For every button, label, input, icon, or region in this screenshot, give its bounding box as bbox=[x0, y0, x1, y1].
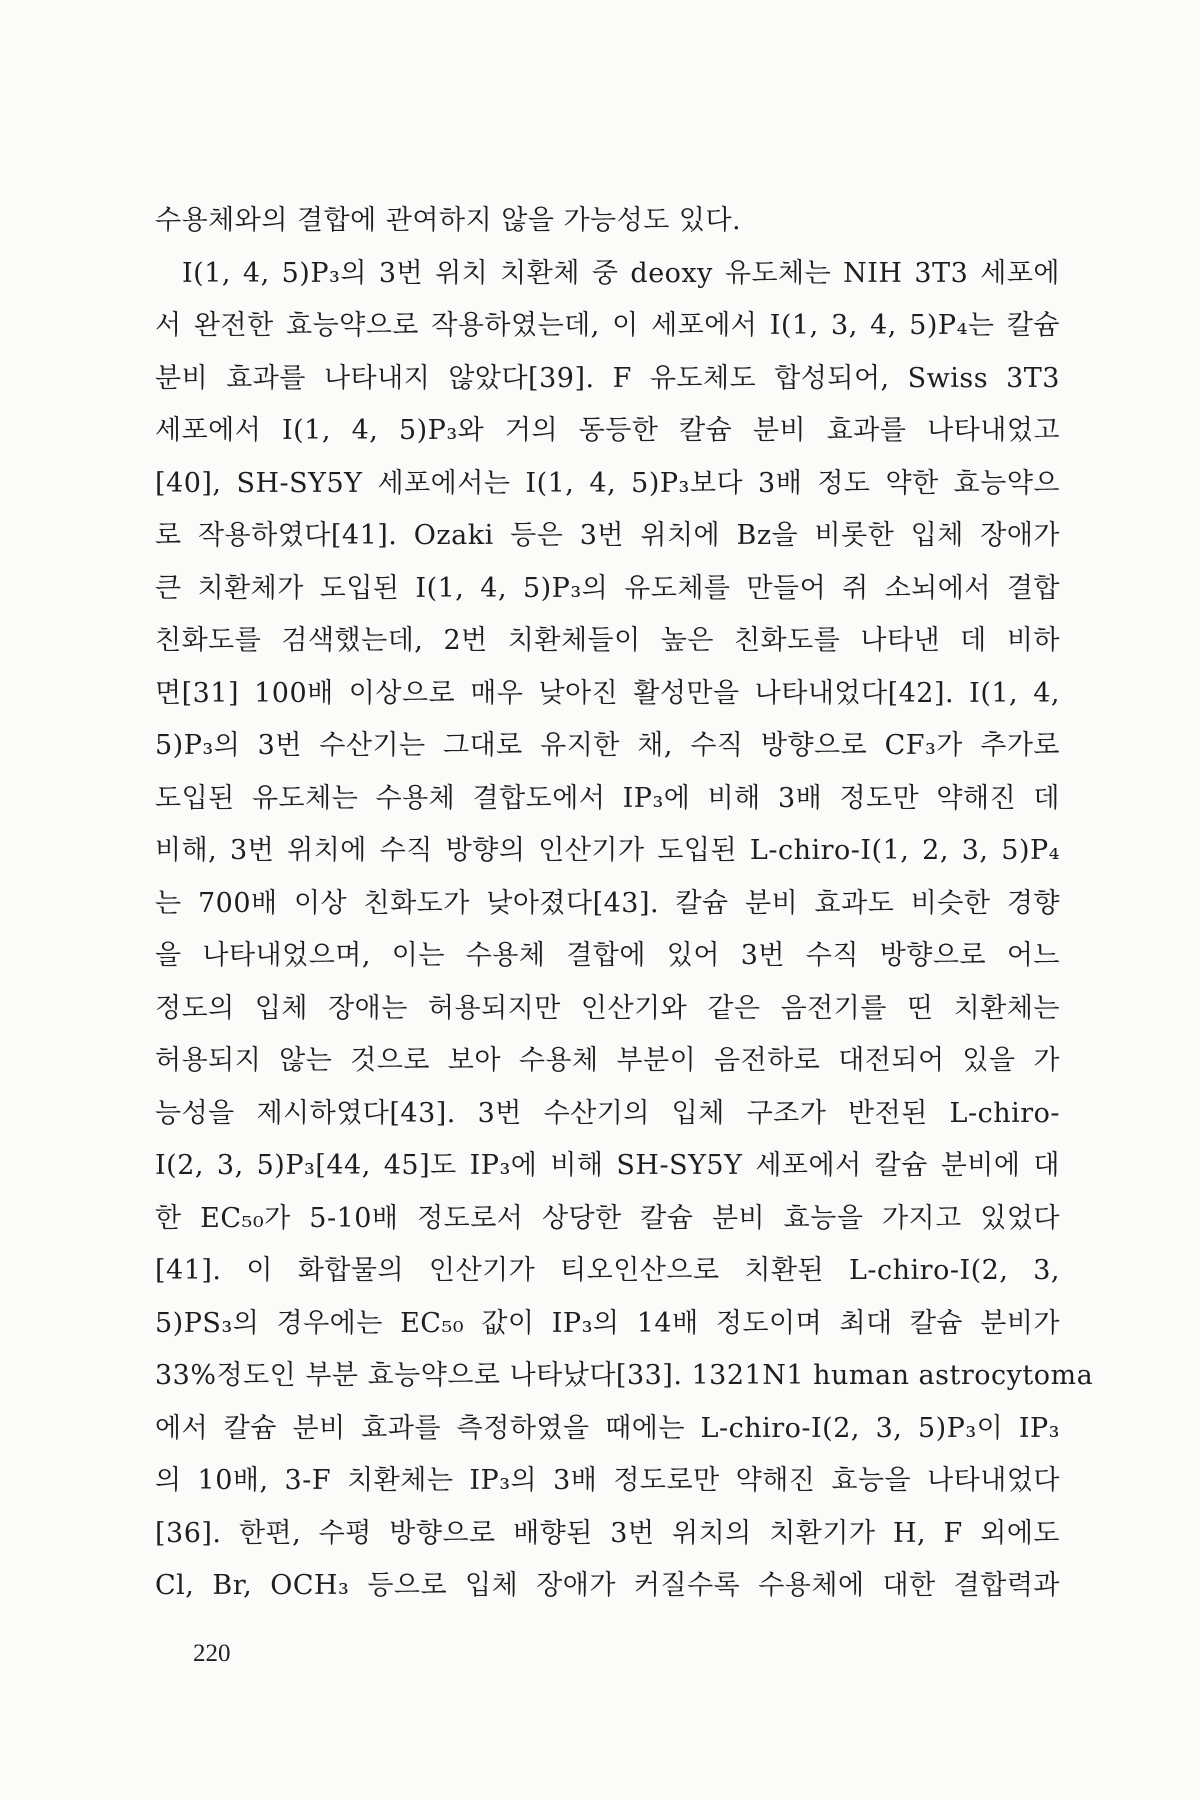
text-line: 수용체와의 결합에 관여하지 않을 가능성도 있다. bbox=[155, 205, 742, 236]
text-line: 비해, 3번 위치에 수직 방향의 인산기가 도입된 L-chiro-I(1, 2, 3, 5)P₄ bbox=[155, 835, 1060, 866]
text-line: 5)PS₃의 경우에는 EC₅₀ 값이 IP₃의 14배 정도이며 최대 칼슘 분비가 bbox=[155, 1307, 1060, 1339]
text-line: [40], SH-SY5Y 세포에서는 I(1, 4, 5)P₃보다 3배 정도 약한 효능약으 bbox=[155, 467, 1060, 499]
text-line: 한 EC₅₀가 5-10배 정도로서 상당한 칼슘 분비 효능을 가지고 있었다 bbox=[155, 1202, 1060, 1234]
body-text bbox=[155, 195, 1094, 1613]
text-line: 을 나타내었으며, 이는 수용체 결합에 있어 3번 수직 방향으로 어느 bbox=[155, 940, 1060, 971]
text-line: [41]. 이 화합물의 인산기가 티오인산으로 치환된 L-chiro-I(2, 3, bbox=[155, 1255, 1060, 1286]
text-line: I(2, 3, 5)P₃[44, 45]도 IP₃에 비해 SH-SY5Y 세포에서 칼슘 분비에 대 bbox=[155, 1150, 1060, 1181]
text-line: 33%정도인 부분 효능약으로 나타났다[33]. 1321N1 human astrocytoma bbox=[155, 1360, 1094, 1391]
text-line: 의 10배, 3-F 치환체는 IP₃의 3배 정도로만 약해진 효능을 나타내었다 bbox=[155, 1465, 1060, 1496]
text-line: 5)P₃의 3번 수산기는 그대로 유지한 채, 수직 방향으로 CF₃가 추가로 bbox=[155, 730, 1060, 761]
text-line: 분비 효과를 나타내지 않았다[39]. F 유도체도 합성되어, Swiss 3T3 bbox=[155, 362, 1060, 394]
text-line: Cl, Br, OCH₃ 등으로 입체 장애가 커질수록 수용체에 대한 결합력과 bbox=[155, 1570, 1060, 1601]
text-line: 세포에서 I(1, 4, 5)P₃와 거의 동등한 칼슘 분비 효과를 나타내었고 bbox=[155, 415, 1060, 446]
text-line: 로 작용하였다[41]. Ozaki 등은 3번 위치에 Bz을 비롯한 입체 장애가 bbox=[155, 520, 1060, 551]
text-line: 서 완전한 효능약으로 작용하였는데, 이 세포에서 I(1, 3, 4, 5)P₄는 칼슘 bbox=[155, 310, 1060, 341]
text-line: 정도의 입체 장애는 허용되지만 인산기와 같은 음전기를 띤 치환체는 bbox=[155, 992, 1060, 1024]
text-line: 에서 칼슘 분비 효과를 측정하였을 때에는 L-chiro-I(2, 3, 5)P₃이 IP₃ bbox=[155, 1412, 1060, 1444]
text-line: 능성을 제시하였다[43]. 3번 수산기의 입체 구조가 반전된 L-chiro- bbox=[155, 1097, 1060, 1129]
text-line: I(1, 4, 5)P₃의 3번 위치 치환체 중 deoxy 유도체는 NIH 3T3 세포에 bbox=[182, 257, 1060, 289]
text-line: 허용되지 않는 것으로 보아 수용체 부분이 음전하로 대전되어 있을 가 bbox=[155, 1045, 1060, 1076]
text-line: 면[31] 100배 이상으로 매우 낮아진 활성만을 나타내었다[42]. I(1, 4, bbox=[155, 677, 1060, 709]
text-line: 친화도를 검색했는데, 2번 치환체들이 높은 친화도를 나타낸 데 비하 bbox=[155, 625, 1060, 656]
text-line: [36]. 한편, 수평 방향으로 배향된 3번 위치의 치환기가 H, F 외에도 bbox=[155, 1517, 1060, 1549]
text-line: 도입된 유도체는 수용체 결합도에서 IP₃에 비해 3배 정도만 약해진 데 bbox=[155, 782, 1060, 814]
text-line: 큰 치환체가 도입된 I(1, 4, 5)P₃의 유도체를 만들어 쥐 소뇌에서 결합 bbox=[155, 572, 1060, 604]
page-number: 220 bbox=[193, 1640, 231, 1667]
text-line: 는 700배 이상 친화도가 낮아졌다[43]. 칼슘 분비 효과도 비슷한 경향 bbox=[155, 887, 1060, 919]
